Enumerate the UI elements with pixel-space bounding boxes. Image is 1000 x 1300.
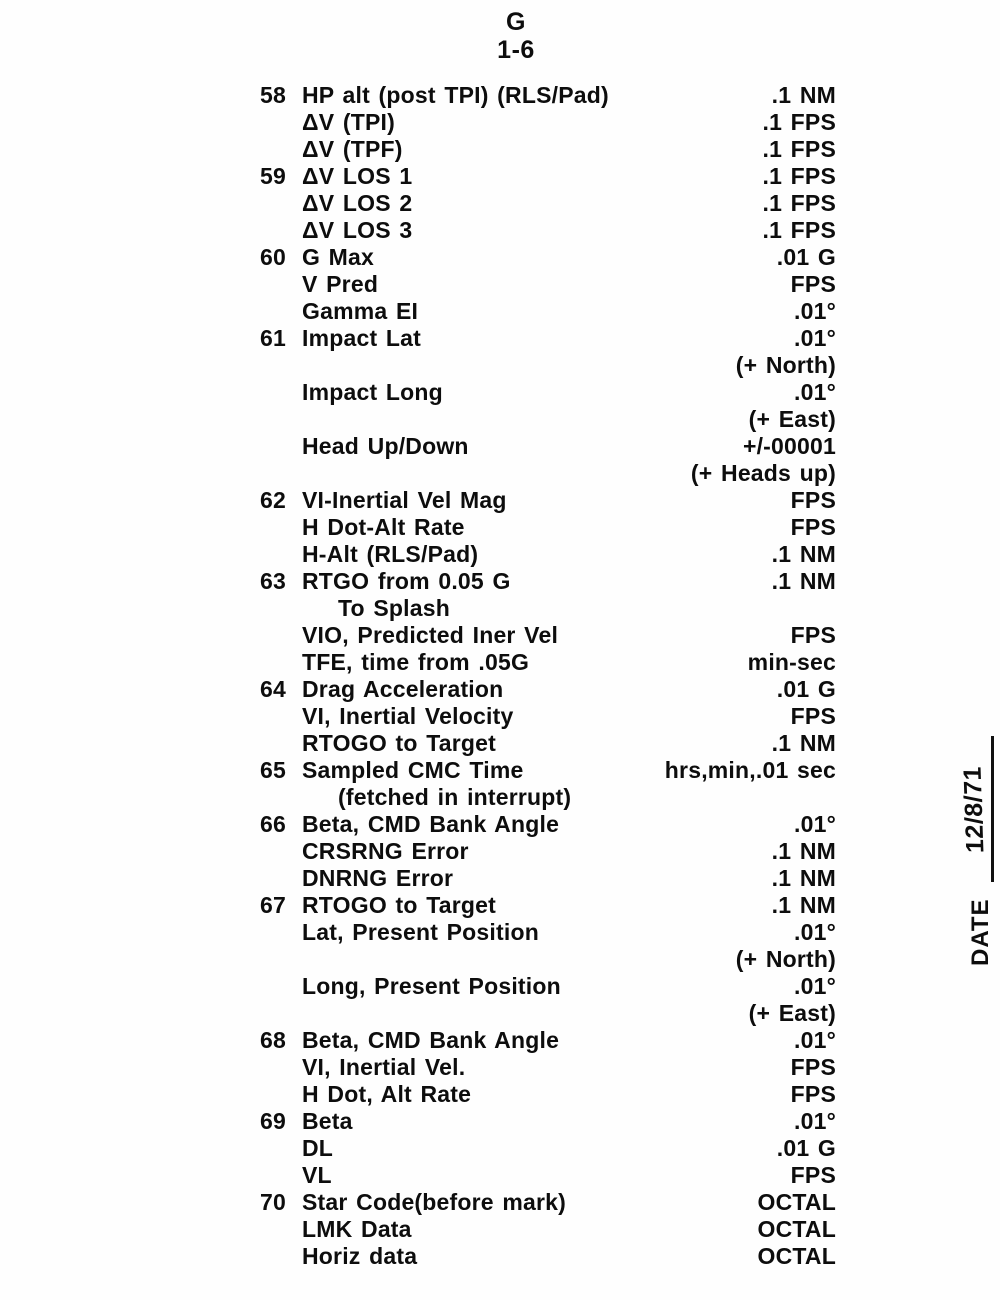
table-row [246, 541, 836, 568]
row-number: 62 [260, 487, 286, 513]
row-description: LMK Data [302, 1216, 412, 1242]
row-unit: .01° [794, 298, 836, 324]
row-description: H-Alt (RLS/Pad) [302, 541, 479, 567]
row-unit: .1 NM [771, 730, 836, 756]
row-description: (fetched in interrupt) [338, 784, 572, 810]
row-unit: (+ North) [735, 946, 836, 972]
row-description: Drag Acceleration [302, 676, 504, 702]
row-unit: FPS [790, 271, 836, 297]
row-description: Lat, Present Position [302, 919, 539, 945]
row-number: 66 [260, 811, 286, 837]
row-number: 64 [260, 676, 286, 702]
row-unit: +/-00001 [742, 433, 836, 459]
row-description: VI, Inertial Velocity [302, 703, 514, 729]
table-row [246, 433, 836, 460]
table-row [246, 352, 836, 379]
row-description: H Dot-Alt Rate [302, 514, 465, 540]
table-row [246, 325, 836, 352]
row-number: 59 [260, 163, 286, 189]
row-unit: (+ Heads up) [690, 460, 836, 486]
table-row [246, 82, 836, 109]
table-row [246, 298, 836, 325]
table-row [246, 190, 836, 217]
row-unit: FPS [790, 1162, 836, 1188]
row-unit: (+ East) [748, 406, 836, 432]
row-unit: .1 FPS [762, 217, 836, 243]
date-label: DATE [967, 898, 994, 966]
row-unit: .01° [794, 973, 836, 999]
row-description: Sampled CMC Time [302, 757, 524, 783]
table-row [246, 1027, 836, 1054]
row-unit: .1 FPS [762, 190, 836, 216]
row-description: Beta, CMD Bank Angle [302, 811, 560, 837]
row-unit: FPS [790, 1054, 836, 1080]
row-unit: OCTAL [757, 1189, 836, 1215]
table-row [246, 1243, 836, 1270]
section-letter: G [506, 8, 526, 36]
table-row [246, 757, 836, 784]
row-description: Impact Long [302, 379, 443, 405]
table-row [246, 568, 836, 595]
row-unit: .01° [794, 1108, 836, 1134]
row-description: ΔV (TPI) [302, 109, 395, 135]
row-number: 68 [260, 1027, 286, 1053]
row-description: VL [302, 1162, 332, 1188]
table-row [246, 892, 836, 919]
row-unit: FPS [790, 487, 836, 513]
date-line [960, 736, 994, 882]
row-description: Impact Lat [302, 325, 422, 351]
table-row [246, 1054, 836, 1081]
row-unit: (+ North) [735, 352, 836, 378]
table-row [246, 703, 836, 730]
row-description: ΔV (TPF) [302, 136, 403, 162]
table-row [246, 1081, 836, 1108]
table-row [246, 406, 836, 433]
row-description: H Dot, Alt Rate [302, 1081, 472, 1107]
row-number: 60 [260, 244, 286, 270]
table-row [246, 649, 836, 676]
row-unit: OCTAL [757, 1216, 836, 1242]
row-description: RTOGO to Target [302, 730, 496, 756]
row-unit: .01° [794, 919, 836, 945]
row-description: ΔV LOS 3 [302, 217, 413, 243]
row-unit: .01 G [776, 676, 836, 702]
row-description: TFE, time from .05G [302, 649, 530, 675]
row-unit: .01 G [776, 1135, 836, 1161]
row-description: HP alt (post TPI) (RLS/Pad) [302, 82, 609, 108]
row-unit: .1 FPS [762, 163, 836, 189]
row-description: Long, Present Position [302, 973, 561, 999]
table-row [246, 1108, 836, 1135]
row-unit: OCTAL [757, 1243, 836, 1269]
row-description: RTOGO to Target [302, 892, 496, 918]
row-description: VI-Inertial Vel Mag [302, 487, 507, 513]
table-row [246, 271, 836, 298]
row-description: To Splash [338, 595, 450, 621]
row-description: ΔV LOS 1 [302, 163, 413, 189]
row-unit: .1 NM [771, 892, 836, 918]
table-row [246, 1216, 836, 1243]
row-description: G Max [302, 244, 375, 270]
table-row [246, 838, 836, 865]
row-unit: .1 FPS [762, 136, 836, 162]
row-number: 67 [260, 892, 286, 918]
table-row [246, 811, 836, 838]
row-description: Star Code(before mark) [302, 1189, 567, 1215]
table-row [246, 136, 836, 163]
table-row [246, 595, 836, 622]
row-unit: FPS [790, 622, 836, 648]
table-row [246, 1162, 836, 1189]
row-description: DL [302, 1135, 334, 1161]
row-description: DNRNG Error [302, 865, 454, 891]
row-number: 58 [260, 82, 286, 108]
table-row [246, 514, 836, 541]
row-number: 70 [260, 1189, 286, 1215]
row-description: Beta [302, 1108, 353, 1134]
row-number: 61 [260, 325, 286, 351]
row-unit: .01° [794, 379, 836, 405]
table-row [246, 460, 836, 487]
row-unit: hrs,min,.01 sec [664, 757, 836, 783]
row-description: Beta, CMD Bank Angle [302, 1027, 560, 1053]
row-unit: .01 G [776, 244, 836, 270]
noun-table [246, 82, 836, 1270]
table-row [246, 946, 836, 973]
table-row [246, 487, 836, 514]
row-unit: .1 NM [771, 568, 836, 594]
row-unit: .1 NM [771, 82, 836, 108]
row-description: Horiz data [302, 1243, 418, 1269]
table-row [246, 622, 836, 649]
row-unit: .01° [794, 1027, 836, 1053]
table-row [246, 109, 836, 136]
table-row [246, 784, 836, 811]
table-row [246, 919, 836, 946]
table-row [246, 163, 836, 190]
table-row [246, 865, 836, 892]
table-row [246, 379, 836, 406]
row-description: Head Up/Down [302, 433, 469, 459]
row-unit: .1 NM [771, 865, 836, 891]
date-stamp [934, 736, 994, 966]
row-description: VIO, Predicted Iner Vel [302, 622, 559, 648]
row-unit: min-sec [747, 649, 836, 675]
row-unit: .01° [794, 811, 836, 837]
table-row [246, 730, 836, 757]
table-row [246, 1000, 836, 1027]
table-row [246, 1135, 836, 1162]
row-unit: FPS [790, 1081, 836, 1107]
row-unit: .01° [794, 325, 836, 351]
table-row [246, 1189, 836, 1216]
table-row [246, 676, 836, 703]
table-row [246, 973, 836, 1000]
row-description: V Pred [302, 271, 379, 297]
row-unit: FPS [790, 703, 836, 729]
table-row [246, 217, 836, 244]
row-unit: .1 NM [771, 838, 836, 864]
row-unit: .1 NM [771, 541, 836, 567]
page-header [366, 8, 666, 64]
row-description: RTGO from 0.05 G [302, 568, 511, 594]
table-row [246, 244, 836, 271]
row-number: 63 [260, 568, 286, 594]
row-description: ΔV LOS 2 [302, 190, 413, 216]
row-unit: .1 FPS [762, 109, 836, 135]
row-unit: FPS [790, 514, 836, 540]
row-description: CRSRNG Error [302, 838, 469, 864]
row-unit: (+ East) [748, 1000, 836, 1026]
row-description: VI, Inertial Vel. [302, 1054, 466, 1080]
row-number: 65 [260, 757, 286, 783]
row-description: Gamma EI [302, 298, 419, 324]
date-value: 12/8/71 [958, 765, 990, 854]
page-number: 1-6 [497, 36, 535, 64]
row-number: 69 [260, 1108, 286, 1134]
